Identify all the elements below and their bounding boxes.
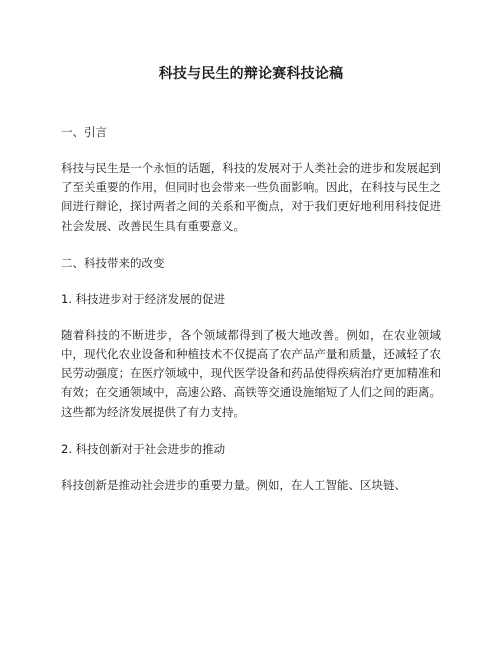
economy-paragraph: 随着科技的不断进步，各个领域都得到了极大地改善。例如，在农业领域中，现代化农业设备和种植技术不仅提高了农产品产量和质量，还减轻了农民劳动强度；在医疗领域中，现代医学设备和药品使得疾病治疗更加精准和有效；在交通领域中，高速公路、高铁等交通设施缩短了人们之间的距离。这些都为经济发展提供了有力支持。 [61, 327, 441, 419]
introduction-paragraph: 科技与民生是一个永恒的话题，科技的发展对于人类社会的进步和发展起到了至关重要的作用，但同时也会带来一些负面影响。因此，在科技与民生之间进行辩论，探讨两者之间的关系和平衡点，对于我们更好地利用科技促进社会发展、改善民生具有重要意义。 [61, 161, 441, 233]
subsection-heading-society: 2. 科技创新对于社会进步的推动 [61, 441, 226, 456]
section-heading-introduction: 一、引言 [61, 125, 107, 139]
section-heading-changes: 二、科技带来的改变 [61, 255, 165, 270]
society-paragraph: 科技创新是推动社会进步的重要力量。例如，在人工智能、区块链、 [61, 477, 406, 492]
subsection-heading-economy: 1. 科技进步对于经济发展的促进 [61, 291, 226, 306]
document-title: 科技与民生的辩论赛科技论稿 [158, 66, 344, 82]
